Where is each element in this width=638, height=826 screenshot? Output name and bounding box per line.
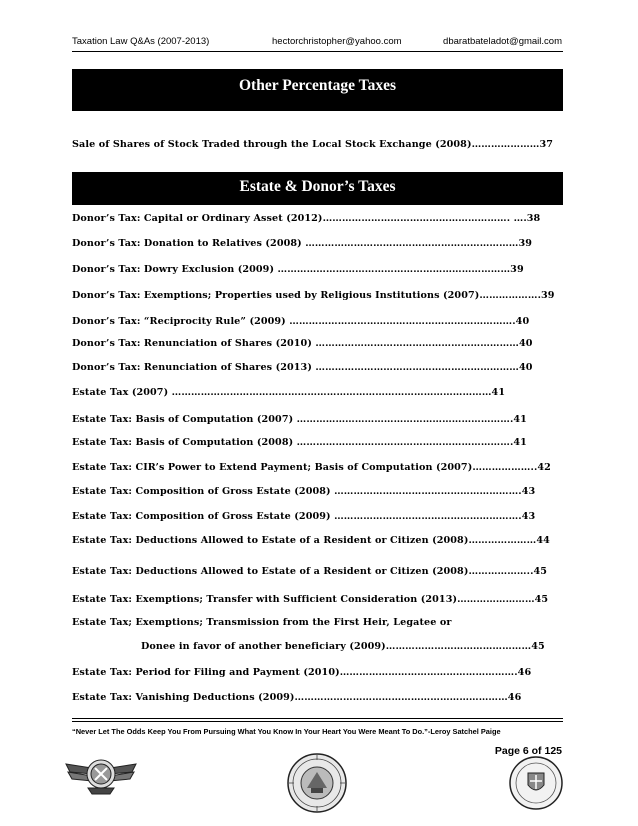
footer-quote: “Never Let The Odds Keep You From Pursuing What You Know In Your Heart You Were Meant To Do.”-Leroy Satchel Paige — [72, 727, 501, 736]
page-header — [72, 36, 562, 50]
toc-entry[interactable]: Donor’s Tax: Donation to Relatives (2008) …………………………………………………………39 — [72, 238, 533, 249]
header-title: Taxation Law Q&As (2007-2013) — [72, 36, 210, 47]
toc-entry[interactable]: Donor’s Tax: “Reciprocity Rule” (2009) …………………………………………………………….40 — [72, 316, 530, 327]
header-email-2[interactable]: dbaratbateladot@gmail.com — [443, 36, 562, 47]
toc-entry[interactable]: Donor’s Tax: Renunciation of Shares (2010) ………………………………………………………40 — [72, 338, 533, 349]
toc-entry[interactable]: Estate Tax: Exemptions; Transfer with Sufficient Consideration (2013)……………………45 — [72, 594, 549, 605]
toc-entry[interactable]: Estate Tax: Deductions Allowed to Estate of a Resident or Citizen (2008)………………..45 — [72, 566, 548, 577]
toc-entry[interactable]: Estate Tax (2007) ………………………………………………………………………………………41 — [72, 387, 506, 398]
toc-entry[interactable]: Estate Tax; Exemptions; Transmission from the First Heir, Legatee or — [72, 617, 452, 628]
toc-entry[interactable]: Estate Tax: Period for Filing and Payment (2010)……………………………………………….46 — [72, 667, 532, 678]
toc-entry[interactable]: Estate Tax: Basis of Computation (2008) ………………………………………………………….41 — [72, 437, 527, 448]
toc-entry[interactable]: Estate Tax: Composition of Gross Estate (2008) ………………………………………………….43 — [72, 486, 536, 497]
toc-entry[interactable]: Sale of Shares of Stock Traded through the Local Stock Exchange (2008)…………………37 — [72, 139, 554, 150]
section-heading-estate-donors-taxes: Estate & Donor’s Taxes — [72, 172, 563, 205]
toc-entry[interactable]: Donor’s Tax: Capital or Ordinary Asset (2012)…………………………………………………. ….38 — [72, 213, 541, 224]
toc-entry-continuation[interactable]: Donee in favor of another beneficiary (2009)………………………………………45 — [141, 641, 545, 652]
toc-entry[interactable]: Estate Tax: Basis of Computation (2007) ………………………………………………………….41 — [72, 414, 527, 425]
footer-divider — [72, 718, 563, 719]
header-divider — [72, 51, 563, 52]
section-heading-other-percentage-taxes: Other Percentage Taxes — [72, 69, 563, 111]
footer-divider-thin — [72, 721, 563, 722]
toc-entry[interactable]: Donor’s Tax: Dowry Exclusion (2009) ………………………………………………………………39 — [72, 264, 524, 275]
page-number: Page 6 of 125 — [494, 745, 562, 757]
toc-entry[interactable]: Estate Tax: CIR’s Power to Extend Payment; Basis of Computation (2007)………………..42 — [72, 462, 551, 473]
winged-emblem-logo — [62, 752, 140, 796]
toc-entry[interactable]: Donor’s Tax: Renunciation of Shares (2013) ………………………………………………………40 — [72, 362, 533, 373]
toc-entry[interactable]: Estate Tax: Deductions Allowed to Estate of a Resident or Citizen (2008)…………………44 — [72, 535, 550, 546]
seal-logo — [285, 752, 349, 814]
header-email-1[interactable]: hectorchristopher@yahoo.com — [272, 36, 402, 47]
toc-entry[interactable]: Estate Tax: Composition of Gross Estate (2009) ………………………………………………….43 — [72, 511, 536, 522]
toc-entry[interactable]: Estate Tax: Vanishing Deductions (2009)…………………………………………………………46 — [72, 692, 522, 703]
toc-entry[interactable]: Donor’s Tax: Exemptions; Properties used by Religious Institutions (2007)……………….39 — [72, 290, 555, 301]
university-seal-logo — [508, 755, 564, 811]
